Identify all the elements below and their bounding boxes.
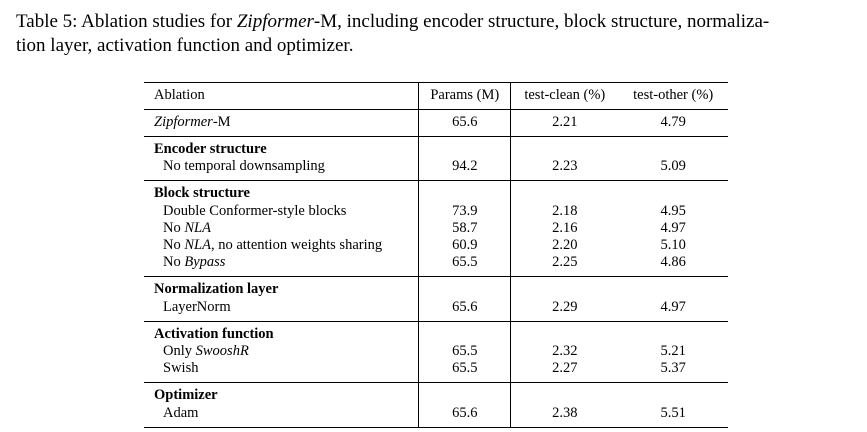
ablation-table (144, 82, 728, 428)
section-title-row (144, 181, 728, 203)
ablation-name-text: LayerNorm (163, 298, 231, 315)
section-empty-cell (618, 137, 728, 159)
ablation-name-text: Adam (163, 404, 199, 421)
table-row (144, 254, 728, 277)
baseline-row (144, 110, 728, 137)
section-empty-cell (618, 277, 728, 299)
section-empty-cell (419, 137, 511, 159)
section-empty-cell (419, 181, 511, 203)
table-caption (16, 10, 856, 58)
params-value: 58.7 (419, 220, 511, 237)
params-value: 60.9 (419, 237, 511, 254)
params-value: 65.6 (419, 299, 511, 322)
caption-label: Table 5: (16, 11, 78, 32)
params-value: 65.5 (419, 343, 511, 360)
ablation-name-text: No (163, 219, 185, 236)
ablation-name (144, 360, 419, 383)
table-row (144, 360, 728, 383)
section-group (144, 277, 728, 321)
table-row (144, 405, 728, 428)
params-value: 65.6 (419, 405, 511, 428)
ablation-name (144, 220, 419, 237)
test-other-value: 4.95 (660, 202, 686, 219)
test-clean-value: 2.18 (552, 202, 578, 219)
header-test-clean: test-clean (%) (524, 87, 606, 104)
ablation-name-italic: NLA (184, 237, 211, 254)
test-other-value: 4.97 (660, 298, 686, 315)
baseline-test-clean: 2.21 (552, 114, 578, 131)
section-empty-cell (419, 383, 511, 405)
section-empty-cell (511, 181, 619, 203)
section-title: Activation function (144, 321, 419, 343)
header-params: Params (M) (419, 83, 511, 110)
section-empty-cell (511, 321, 619, 343)
header-ablation: Ablation (144, 83, 419, 110)
baseline-test-other: 4.79 (660, 114, 686, 131)
params-value: 65.5 (419, 360, 511, 383)
section-empty-cell (618, 181, 728, 203)
ablation-name-text: Only (163, 343, 196, 360)
header-test-other: test-other (%) (633, 87, 714, 104)
test-clean-value: 2.29 (552, 298, 578, 315)
ablation-name (144, 299, 419, 322)
section-group (144, 181, 728, 277)
section-empty-cell (511, 383, 619, 405)
ablation-name-italic: SwooshR (195, 343, 249, 360)
section-title: Normalization layer (144, 277, 419, 299)
test-clean-value: 2.20 (552, 237, 578, 254)
section-title: Optimizer (144, 383, 419, 405)
caption-text-rest: -M, including encoder structure, block structure, normaliza- (313, 11, 770, 32)
test-clean-value: 2.32 (552, 343, 578, 360)
section-empty-cell (618, 383, 728, 405)
baseline-name-italic: Zipformer (154, 114, 213, 131)
section-group (144, 137, 728, 181)
section-empty-cell (511, 277, 619, 299)
table-row (144, 237, 728, 254)
test-other-value: 5.51 (660, 404, 686, 421)
baseline-name (144, 110, 419, 137)
test-other-value: 4.86 (660, 254, 686, 271)
ablation-name-italic: Bypass (184, 254, 226, 271)
test-other-value: 5.21 (660, 343, 686, 360)
ablation-name-text: No temporal downsampling (163, 158, 325, 175)
ablation-name-suffix: , no attention weights sharing (210, 237, 383, 254)
ablation-name-text: Double Conformer-style blocks (163, 202, 347, 219)
test-clean-value: 2.25 (552, 254, 578, 271)
ablation-name-text: No (163, 254, 185, 271)
test-clean-value: 2.23 (552, 158, 578, 175)
test-other-value: 5.37 (660, 360, 686, 377)
section-empty-cell (419, 277, 511, 299)
table-row (144, 220, 728, 237)
ablation-name (144, 343, 419, 360)
test-clean-value: 2.27 (552, 360, 578, 377)
section-group (144, 321, 728, 383)
params-value: 65.5 (419, 254, 511, 277)
params-value: 94.2 (419, 158, 511, 181)
ablation-name-text: Swish (163, 360, 199, 377)
ablation-name (144, 254, 419, 277)
section-title-row (144, 383, 728, 405)
section-empty-cell (419, 321, 511, 343)
caption-model-name: Zipformer (236, 11, 314, 32)
ablation-name (144, 203, 419, 220)
section-empty-cell (511, 137, 619, 159)
ablation-name (144, 237, 419, 254)
test-other-value: 5.09 (660, 158, 686, 175)
section-title-row (144, 137, 728, 159)
ablation-name (144, 158, 419, 181)
caption-text-line2: tion layer, activation function and optimizer. (16, 35, 354, 56)
ablation-name-italic: NLA (184, 219, 211, 236)
table-row (144, 299, 728, 322)
test-other-value: 5.10 (660, 237, 686, 254)
header-row (144, 83, 728, 110)
section-title: Encoder structure (144, 137, 419, 159)
ablation-name-text: No (163, 237, 185, 254)
section-group (144, 383, 728, 427)
table-row (144, 203, 728, 220)
section-title-row (144, 277, 728, 299)
test-clean-value: 2.16 (552, 219, 578, 236)
test-other-value: 4.97 (660, 219, 686, 236)
section-empty-cell (618, 321, 728, 343)
baseline-params: 65.6 (419, 110, 511, 137)
ablation-name (144, 405, 419, 428)
table-row (144, 343, 728, 360)
baseline-name-suffix: -M (212, 114, 231, 131)
section-title: Block structure (144, 181, 419, 203)
table-row (144, 158, 728, 181)
caption-text-start: Ablation studies for (81, 11, 233, 32)
section-title-row (144, 321, 728, 343)
params-value: 73.9 (419, 203, 511, 220)
test-clean-value: 2.38 (552, 404, 578, 421)
